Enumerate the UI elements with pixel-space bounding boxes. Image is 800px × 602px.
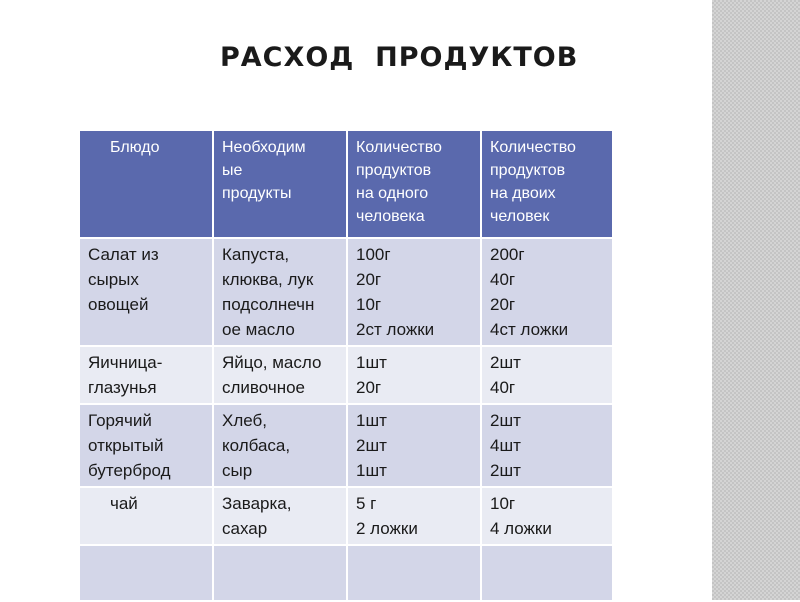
cell-line: 100г	[356, 245, 391, 264]
cell-line: 40г	[490, 270, 516, 289]
cell-text	[88, 242, 204, 317]
cell-line: Яйцо, масло	[222, 353, 322, 372]
cell-text	[356, 408, 472, 483]
cell-line: Заварка,	[222, 494, 292, 513]
cell-line: продуктов	[356, 162, 432, 179]
table-header-row	[79, 130, 613, 238]
cell-line: продуктов	[490, 162, 566, 179]
cell-line: Яичница-	[88, 353, 163, 372]
cell-text	[356, 491, 472, 541]
cell-line: 20г	[356, 270, 382, 289]
table-row	[79, 346, 613, 404]
cell-line: 10г	[356, 295, 382, 314]
cell-line: Салат из	[88, 245, 159, 264]
products-table	[78, 129, 614, 602]
header-dish-text	[88, 136, 204, 159]
cell-one-person	[347, 404, 481, 487]
cell-line: 4 ложки	[490, 519, 552, 538]
cell-line: 1шт	[356, 461, 387, 480]
cell-line: 1шт	[356, 353, 387, 372]
cell-text	[490, 491, 604, 541]
cell-line: 2шт	[490, 461, 521, 480]
cell-text	[88, 350, 204, 400]
cell-line: 2 ложки	[356, 519, 418, 538]
cell-line: Капуста,	[222, 245, 290, 264]
cell-line: 1шт	[356, 411, 387, 430]
cell-dish	[79, 238, 213, 346]
cell-line: 2шт	[490, 353, 521, 372]
table-row	[79, 238, 613, 346]
cell-line: на двоих	[490, 185, 556, 202]
cell-line: чай	[110, 494, 138, 513]
table-row	[79, 487, 613, 545]
cell-products	[213, 346, 347, 404]
cell-line: 10г	[490, 494, 516, 513]
header-one-person	[347, 130, 481, 238]
cell-text	[222, 350, 338, 400]
cell-line: глазунья	[88, 378, 157, 397]
cell-line: человека	[356, 208, 425, 225]
header-one-person-text	[356, 136, 472, 228]
header-two-persons	[481, 130, 613, 238]
cell-line: Количество	[356, 139, 442, 156]
cell-line: сыр	[222, 461, 253, 480]
cell-line: сахар	[222, 519, 268, 538]
cell-text	[490, 408, 604, 483]
cell-line: сливочное	[222, 378, 305, 397]
cell-line: ое масло	[222, 320, 295, 339]
header-products	[213, 130, 347, 238]
cell-products	[213, 238, 347, 346]
cell-dish	[79, 404, 213, 487]
cell-line: Горячий	[88, 411, 152, 430]
cell-dish	[79, 346, 213, 404]
cell-text	[222, 242, 338, 342]
cell-line: человек	[490, 208, 550, 225]
cell-one-person	[347, 545, 481, 601]
cell-line: подсолнечн	[222, 295, 315, 314]
cell-line: Хлеб,	[222, 411, 267, 430]
cell-line: 40г	[490, 378, 516, 397]
cell-two-persons	[481, 545, 613, 601]
table-row	[79, 404, 613, 487]
cell-line: бутерброд	[88, 461, 171, 480]
cell-line: 20г	[356, 378, 382, 397]
cell-line: 5 г	[356, 494, 377, 513]
cell-text	[222, 408, 338, 483]
cell-one-person	[347, 238, 481, 346]
decorative-side-stripe	[712, 0, 800, 600]
header-dish	[79, 130, 213, 238]
cell-two-persons	[481, 346, 613, 404]
cell-text	[490, 350, 604, 400]
cell-two-persons	[481, 487, 613, 545]
header-products-text	[222, 136, 338, 205]
cell-line: овощей	[88, 295, 149, 314]
cell-text	[356, 242, 472, 342]
cell-text	[356, 350, 472, 400]
cell-text	[490, 242, 604, 342]
cell-line: ые	[222, 162, 243, 179]
cell-line: сырых	[88, 270, 139, 289]
cell-line: на одного	[356, 185, 429, 202]
cell-line: Количество	[490, 139, 576, 156]
cell-line: 4шт	[490, 436, 521, 455]
cell-products	[213, 487, 347, 545]
cell-line: 2шт	[490, 411, 521, 430]
cell-line: Блюдо	[110, 139, 160, 156]
table-row	[79, 545, 613, 601]
cell-one-person	[347, 346, 481, 404]
cell-line: 200г	[490, 245, 525, 264]
cell-line: колбаса,	[222, 436, 291, 455]
cell-line: 20г	[490, 295, 516, 314]
cell-line: открытый	[88, 436, 164, 455]
cell-text	[222, 491, 338, 541]
cell-line: Необходим	[222, 139, 306, 156]
cell-line: 2шт	[356, 436, 387, 455]
cell-text	[88, 491, 204, 516]
cell-two-persons	[481, 238, 613, 346]
cell-one-person	[347, 487, 481, 545]
cell-line: 2ст ложки	[356, 320, 435, 339]
cell-line: продукты	[222, 185, 292, 202]
cell-text	[88, 408, 204, 483]
cell-two-persons	[481, 404, 613, 487]
cell-products	[213, 545, 347, 601]
cell-dish	[79, 487, 213, 545]
slide-title: РАСХОД ПРОДУКТОВ	[220, 42, 579, 73]
header-two-persons-text	[490, 136, 604, 228]
cell-dish	[79, 545, 213, 601]
cell-line: клюква, лук	[222, 270, 314, 289]
cell-products	[213, 404, 347, 487]
cell-line: 4ст ложки	[490, 320, 569, 339]
